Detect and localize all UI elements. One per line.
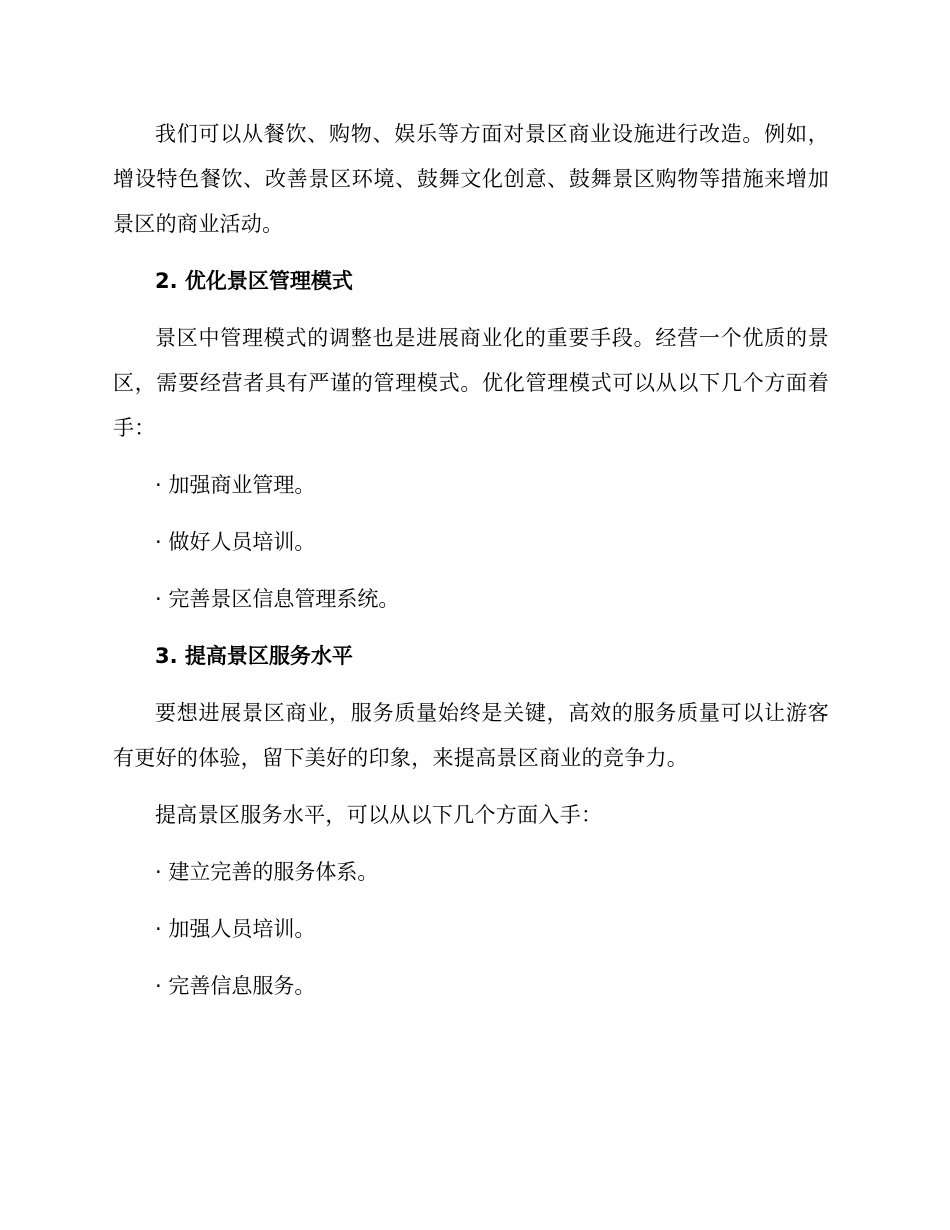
paragraph-management-mode: 景区中管理模式的调整也是进展商业化的重要手段。经营一个优质的景区，需要经营者具有严谨的管理模式。优化管理模式可以从以下几个方面着手： <box>113 326 829 440</box>
document-body <box>113 112 829 1021</box>
list-item: · 建立完善的服务体系。 <box>155 860 379 884</box>
paragraph-service-intro: 提高景区服务水平，可以从以下几个方面入手： <box>155 803 603 827</box>
paragraph-commercial-facilities: 我们可以从餐饮、购物、娱乐等方面对景区商业设施进行改造。例如，增设特色餐饮、改善景区环境、鼓舞文化创意、鼓舞景区购物等措施来增加景区的商业活动。 <box>113 122 829 236</box>
list-item: · 完善信息服务。 <box>155 974 316 998</box>
list-item: · 加强人员培训。 <box>155 917 316 941</box>
list-item: · 完善景区信息管理系统。 <box>155 587 400 611</box>
section-heading-service: 3. 提高景区服务水平 <box>155 644 353 668</box>
list-item: · 做好人员培训。 <box>155 530 316 554</box>
paragraph-service-quality: 要想进展景区商业，服务质量始终是关键，高效的服务质量可以让游客有更好的体验，留下美好的印象，来提高景区商业的竞争力。 <box>113 701 829 770</box>
list-item: · 加强商业管理。 <box>155 473 316 497</box>
section-heading-management: 2. 优化景区管理模式 <box>155 269 353 293</box>
